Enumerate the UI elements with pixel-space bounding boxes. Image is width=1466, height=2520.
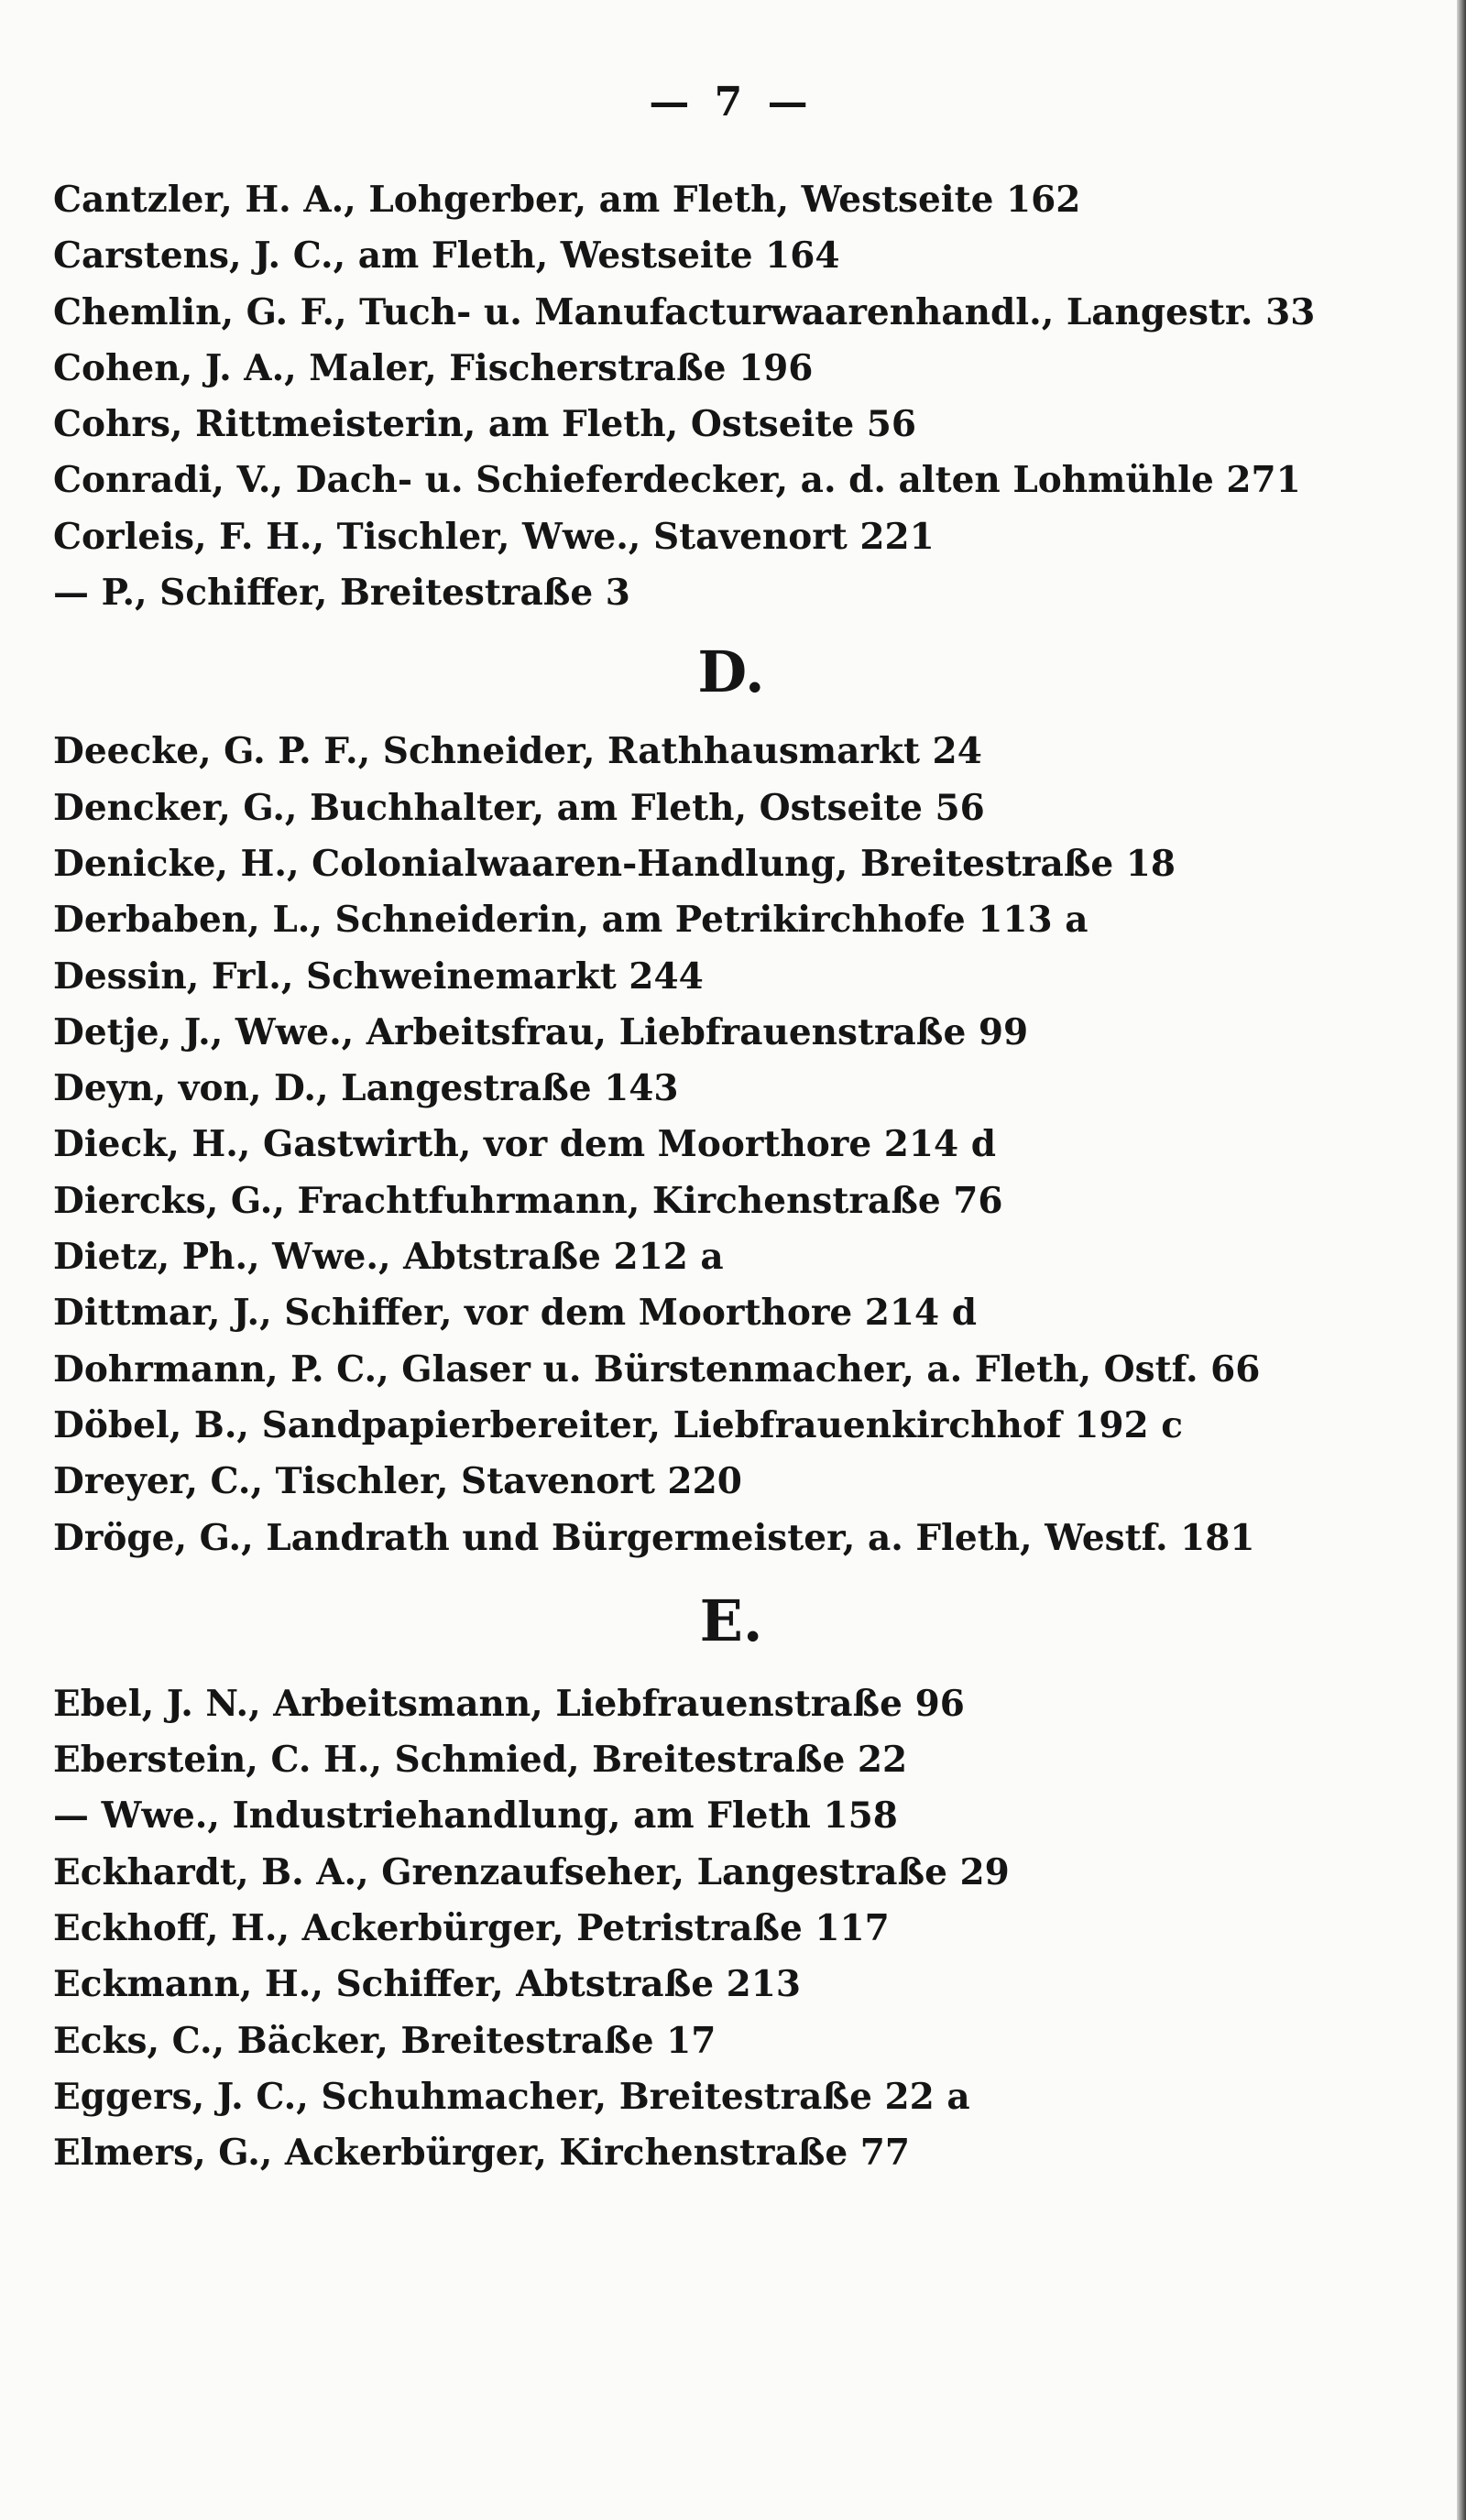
section-heading: D. [697,638,765,706]
section-heading: E. [699,1587,763,1654]
list-item: Ecks, C., Bäcker, Breitestraße 17 [53,2019,717,2062]
list-item: Dieck, H., Gastwirth, vor dem Moorthore 214 d [53,1123,997,1166]
list-item: Dittmar, J., Schiffer, vor dem Moorthore 214 d [53,1292,978,1335]
list-item: — P., Schiffer, Breitestraße 3 [53,572,630,615]
list-item: Denicke, H., Colonialwaaren-Handlung, Breitestraße 18 [53,842,1176,885]
list-item: Eggers, J. C., Schuhmacher, Breitestraße 22 a [53,2075,970,2118]
section-c [53,172,1409,621]
list-item: Elmers, G., Ackerbürger, Kirchenstraße 77 [53,2132,911,2175]
list-item: Dröge, G., Landrath und Bürgermeister, a. Fleth, Westf. 181 [53,1516,1255,1559]
list-item: Cohrs, Rittmeisterin, am Fleth, Ostseite 56 [53,403,917,446]
list-item: Eckhoff, H., Ackerbürger, Petristraße 117 [53,1907,890,1950]
list-item: Döbel, B., Sandpapierbereiter, Liebfrauenkirchhof 192 c [53,1403,1183,1446]
section-d [53,621,1409,1565]
list-item: Dietz, Ph., Wwe., Abtstraße 212 a [53,1236,724,1279]
list-item: Eckhardt, B. A., Grenzaufseher, Langestraße 29 [53,1850,1010,1893]
list-item: Dessin, Frl., Schweinemarkt 244 [53,955,704,998]
section-e [53,1566,1409,2182]
list-item: Eberstein, C. H., Schmied, Breitestraße 22 [53,1739,908,1782]
list-item: Dencker, G., Buchhalter, am Fleth, Ostseite 56 [53,786,985,829]
list-item: Carstens, J. C., am Fleth, Westseite 164 [53,235,840,278]
list-item: Deyn, von, D., Langestraße 143 [53,1067,679,1110]
list-item: Detje, J., Wwe., Arbeitsfrau, Liebfrauenstraße 99 [53,1010,1029,1053]
list-item: Corleis, F. H., Tischler, Wwe., Stavenort 221 [53,515,935,558]
list-item: Dreyer, C., Tischler, Stavenort 220 [53,1460,742,1503]
list-item: Diercks, G., Frachtfuhrmann, Kirchenstraße 76 [53,1179,1003,1222]
list-item: Dohrmann, P. C., Glaser u. Bürstenmacher, a. Fleth, Ostf. 66 [53,1347,1261,1391]
directory-content [53,75,1409,2182]
list-item: Cohen, J. A., Maler, Fischerstraße 196 [53,346,814,389]
list-item: Cantzler, H. A., Lohgerber, am Fleth, Westseite 162 [53,179,1081,221]
page-number: — 7 — [649,79,814,125]
list-item: Chemlin, G. F., Tuch- u. Manufacturwaarenhandl., Langestr. 33 [53,290,1316,333]
list-item: Eckmann, H., Schiffer, Abtstraße 213 [53,1963,802,2006]
list-item: Derbaben, L., Schneiderin, am Petrikirchhofe 113 a [53,899,1089,942]
list-item: Ebel, J. N., Arbeitsmann, Liebfrauenstraße 96 [53,1682,965,1725]
list-item: Conradi, V., Dach- u. Schieferdecker, a. d. alten Lohmühle 271 [53,459,1301,502]
list-item: Deecke, G. P. F., Schneider, Rathhausmarkt 24 [53,730,982,773]
list-item: — Wwe., Industriehandlung, am Fleth 158 [53,1795,898,1838]
page-edge-shadow [1457,0,1466,2520]
